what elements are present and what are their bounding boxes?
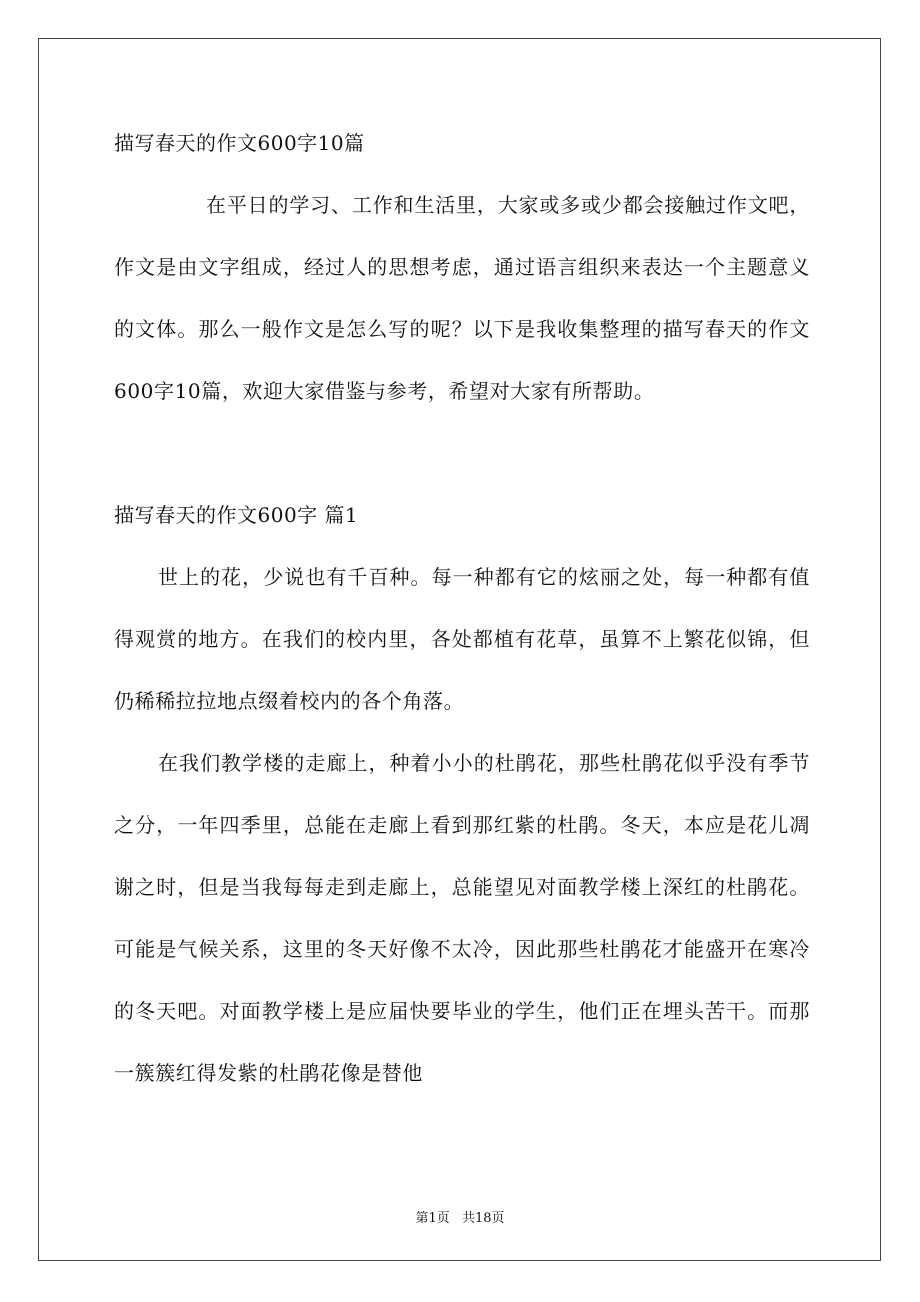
document-title: 描写春天的作文600字10篇	[114, 131, 365, 155]
body-paragraph-2: 在我们教学楼的走廊上，种着小小的杜鹃花，那些杜鹃花似乎没有季节之分，一年四季里，总能在走廊上看到那红紫的杜鹃。冬天，本应是花儿凋谢之时，但是当我每每走到走廊上，总能望见对面教学楼上深红的杜鹃花。可能是气候关系，这里的冬天好像不太冷，因此那些杜鹃花才能盛开在寒冷的冬天吧。对面教学楼上是应届快要毕业的学生，他们正在埋头苦干。而那一簇簇红得发紫的杜鹃花像是替他	[114, 751, 810, 1085]
page-number: 第1页	[415, 1211, 450, 1226]
body-paragraph-1: 世上的花，少说也有千百种。每一种都有它的炫丽之处，每一种都有值得观赏的地方。在我们的校内里，各处都植有花草，虽算不上繁花似锦，但仍稀稀拉拉地点缀着校内的各个角落。	[114, 565, 810, 713]
page-total: 共18页	[461, 1211, 505, 1226]
intro-paragraph: 在平日的学习、工作和生活里，大家或多或少都会接触过作文吧，作文是由文字组成，经过人的思想考虑，通过语言组织来表达一个主题意义的文体。那么一般作文是怎么写的呢？以下是我收集整理的描写春天的作文600字10篇，欢迎大家借鉴与参考，希望对大家有所帮助。	[114, 193, 810, 403]
page-footer	[0, 1207, 920, 1226]
section-title: 描写春天的作文600字 篇1	[114, 503, 359, 527]
document-body	[114, 112, 810, 1104]
